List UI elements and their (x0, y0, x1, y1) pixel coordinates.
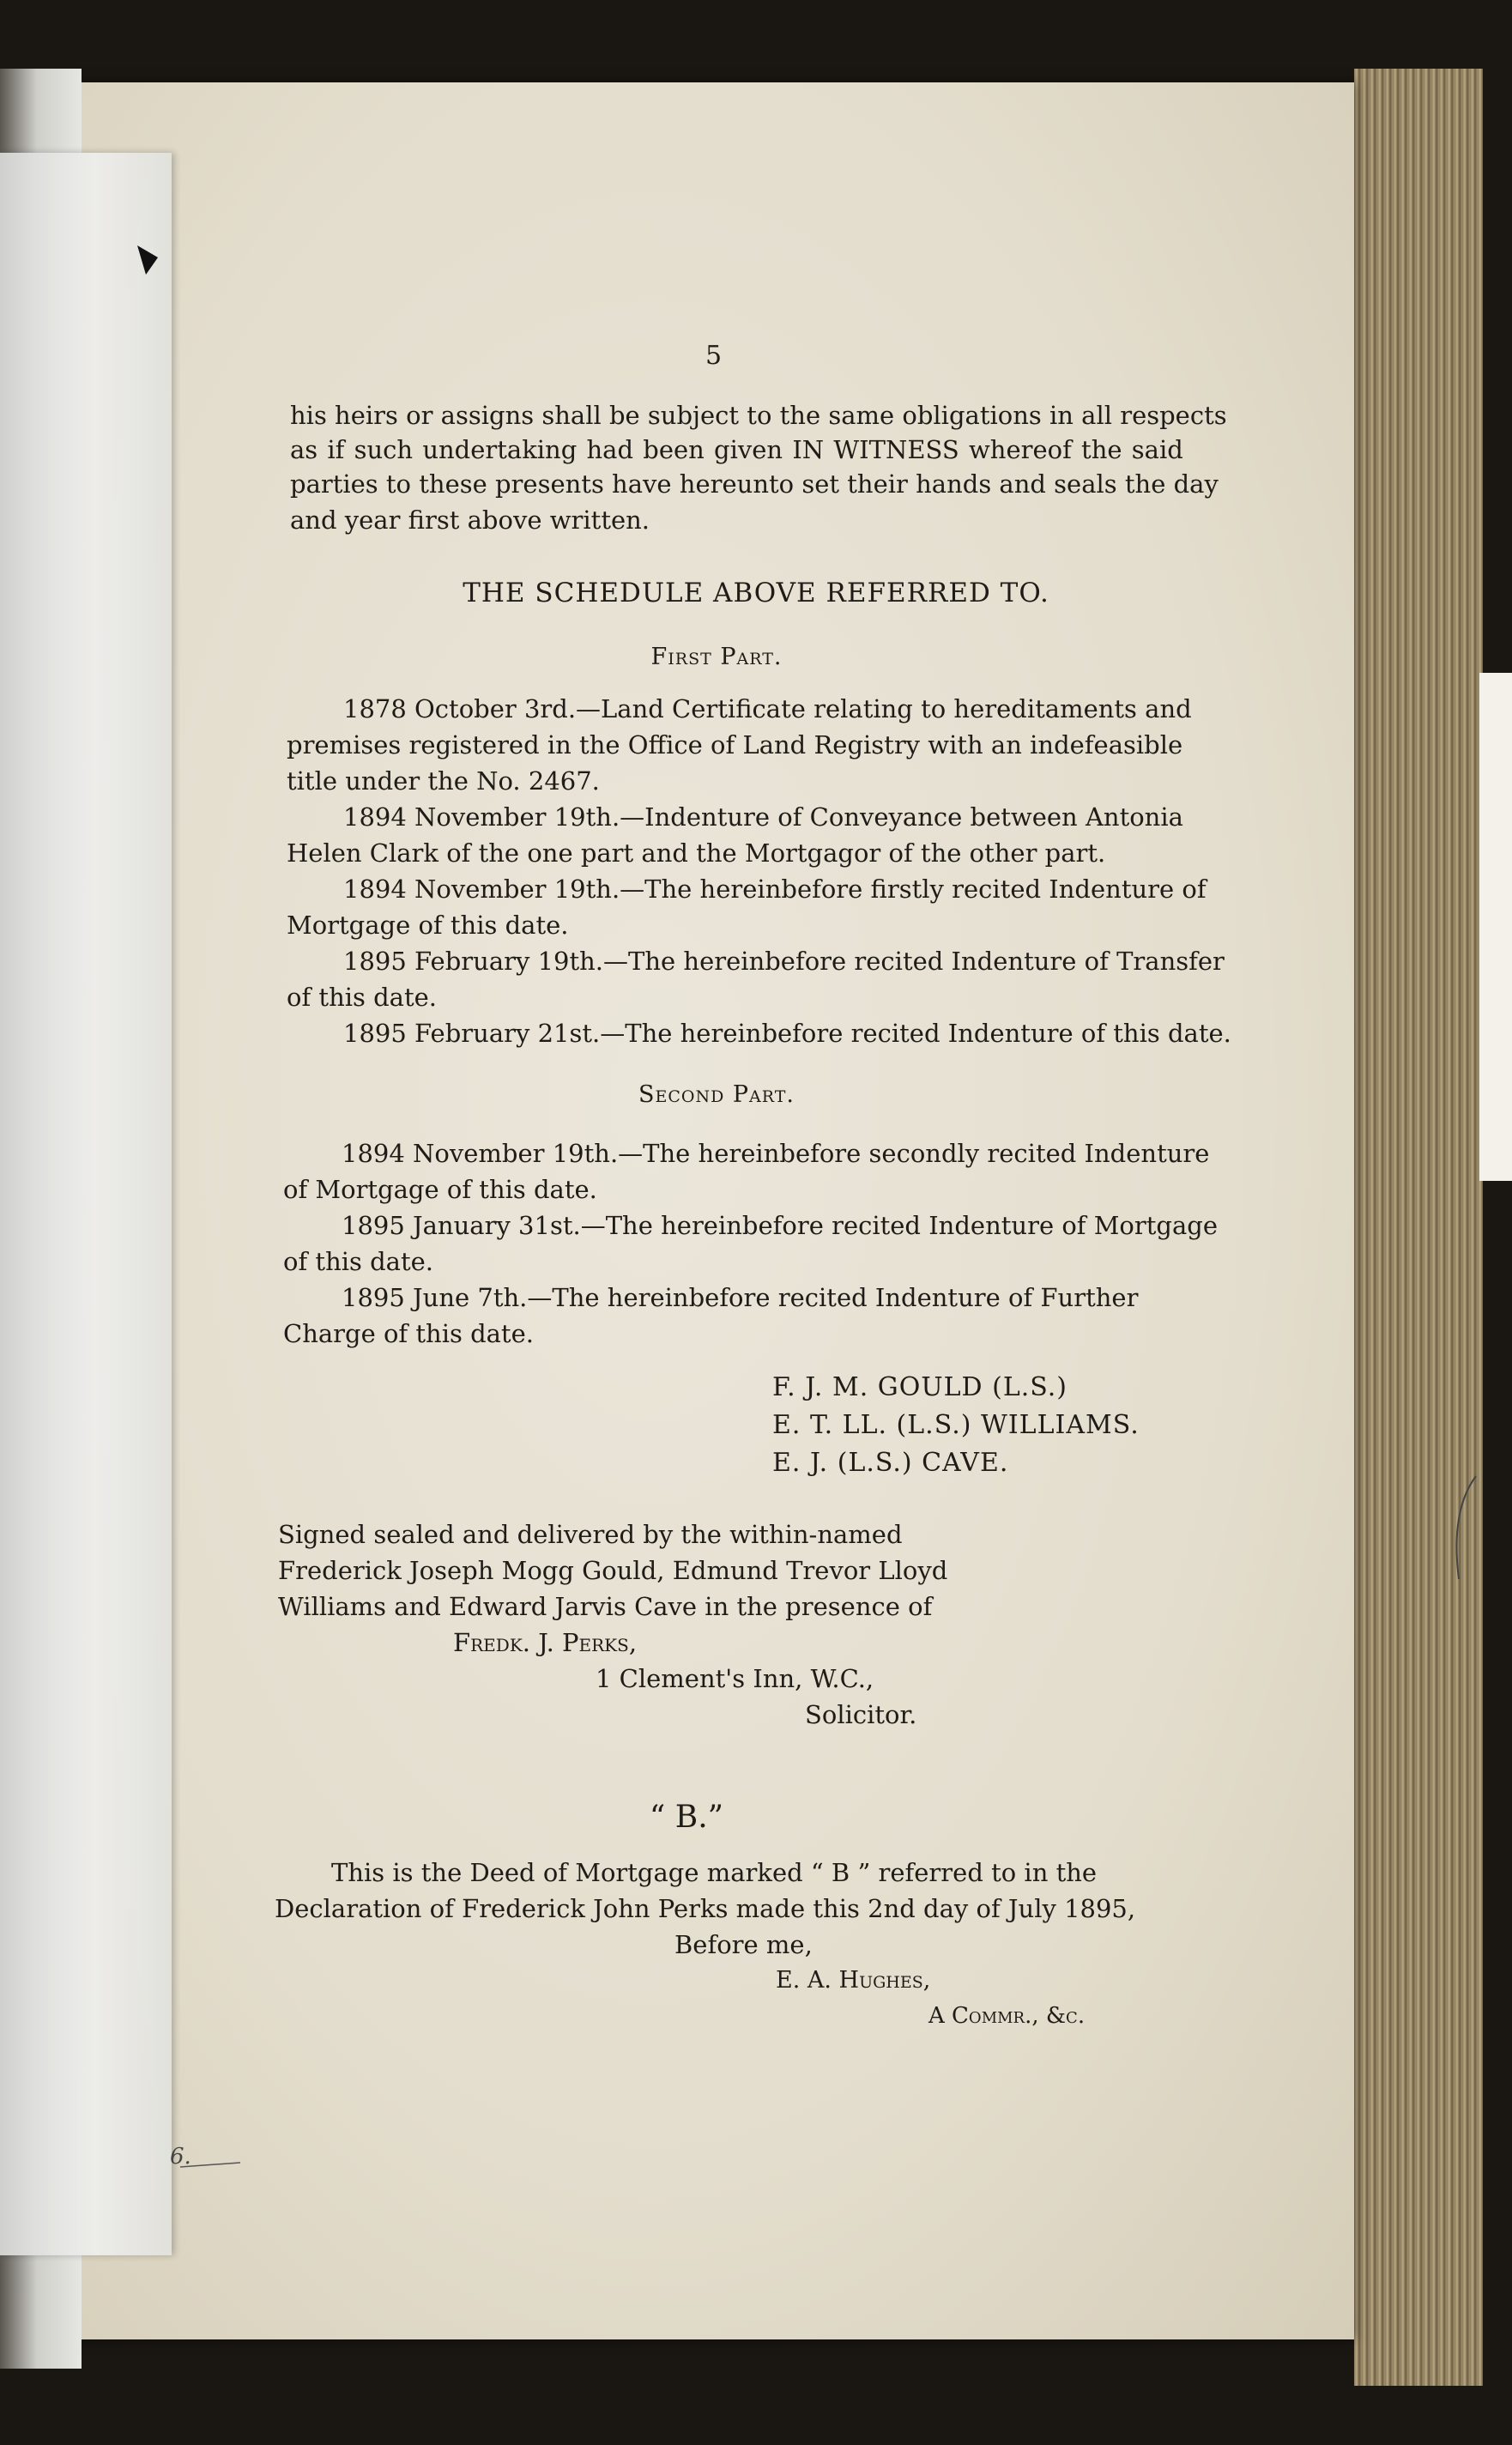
schedule-entry: 1895 February 19th.—The hereinbefore recited Indenture of Transfer (343, 947, 1225, 976)
schedule-entry: of Mortgage of this date. (283, 1175, 597, 1204)
schedule-entry: 1878 October 3rd.—Land Certificate relating to hereditaments and (343, 694, 1192, 723)
declaration-line: Declaration of Frederick John Perks made this 2nd day of July 1895, (275, 1894, 1136, 1923)
attestation-line: Frederick Joseph Mogg Gould, Edmund Trevor Lloyd (278, 1556, 948, 1585)
attestation-line: Signed sealed and delivered by the within-named (278, 1520, 903, 1549)
second-part-heading: Second Part. (638, 1081, 795, 1108)
schedule-entry: title under the No. 2467. (287, 766, 600, 796)
exhibit-mark: “ B.” (649, 1800, 724, 1835)
schedule-entry: 1894 November 19th.—Indenture of Conveyance between Antonia (343, 802, 1183, 832)
schedule-entry: Mortgage of this date. (287, 911, 569, 940)
schedule-entry: 1895 January 31st.—The hereinbefore recited Indenture of Mortgage (342, 1211, 1218, 1240)
schedule-entry: 1895 June 7th.—The hereinbefore recited Indenture of Further (342, 1283, 1139, 1312)
schedule-entry: 1895 February 21st.—The hereinbefore recited Indenture of this date. (343, 1019, 1231, 1048)
signature-line: F. J. M. GOULD (L.S.) (772, 1372, 1068, 1402)
schedule-entry: Charge of this date. (283, 1319, 534, 1348)
schedule-entry: 1894 November 19th.—The hereinbefore firstly recited Indenture of (343, 875, 1207, 904)
attestation-line: Williams and Edward Jarvis Cave in the presence of (278, 1592, 933, 1621)
opening-line: his heirs or assigns shall be subject to the same obligations in all respects (290, 401, 1227, 430)
margin-mark: 6. (170, 2144, 191, 2170)
schedule-entry: of this date. (283, 1247, 434, 1276)
schedule-title: THE SCHEDULE ABOVE REFERRED TO. (463, 578, 1049, 608)
signature-line: E. T. LL. (L.S.) WILLIAMS. (772, 1410, 1140, 1440)
declaration-line: This is the Deed of Mortgage marked “ B ” referred to in the (331, 1858, 1098, 1887)
schedule-entry: 1894 November 19th.—The hereinbefore secondly recited Indenture (342, 1139, 1210, 1168)
schedule-entry: premises registered in the Office of Land Registry with an indefeasible (287, 730, 1183, 760)
witness-name: Fredk. J. Perks, (453, 1628, 638, 1657)
opening-line: and year first above written. (290, 505, 650, 535)
witness-address: 1 Clement's Inn, W.C., (596, 1664, 874, 1693)
schedule-entry: of this date. (287, 983, 438, 1012)
opening-line: parties to these presents have hereunto set their hands and seals the day (290, 469, 1219, 499)
opening-line: as if such undertaking had been given IN WITNESS whereof the said (290, 435, 1183, 464)
witness-title: Solicitor. (805, 1700, 917, 1729)
first-part-heading: First Part. (650, 644, 783, 670)
schedule-entry: Helen Clark of the one part and the Mortgagor of the other part. (287, 838, 1106, 868)
signature-line: E. J. (L.S.) CAVE. (772, 1448, 1009, 1478)
before-me: Before me, (674, 1930, 813, 1959)
page-number: 5 (705, 341, 723, 371)
commissioner-title: A Commr., &c. (928, 2003, 1086, 2029)
commissioner-name: E. A. Hughes, (776, 1967, 931, 1994)
